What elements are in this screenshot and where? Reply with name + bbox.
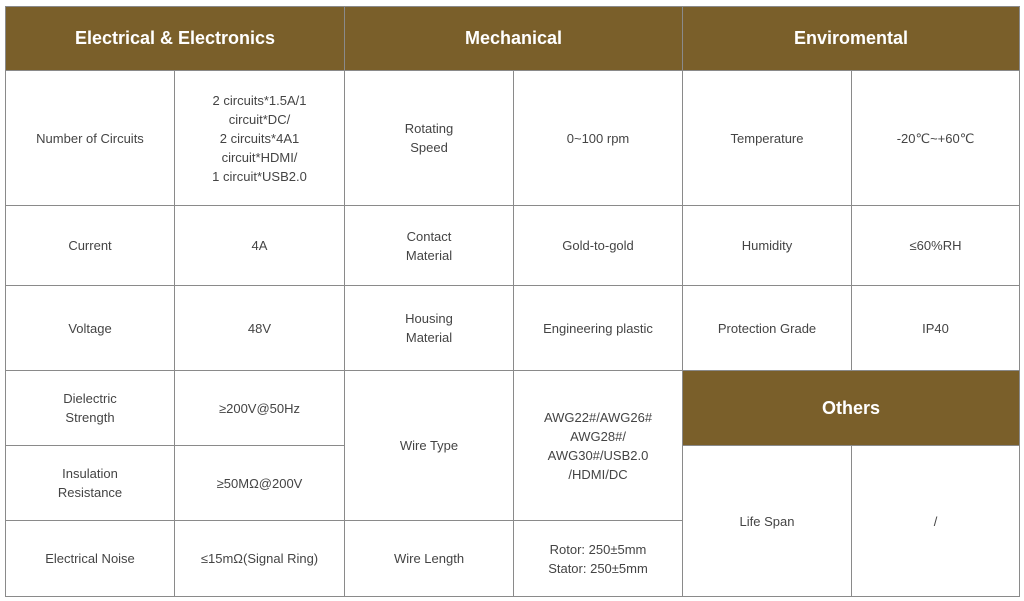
humidity-label: Humidity — [683, 206, 852, 286]
contact-label-line: Contact — [406, 228, 452, 244]
housing-label-line: Housing — [405, 311, 453, 326]
wiretype-value-line: AWG22#/AWG26# — [543, 409, 653, 425]
speed-label-line: Rotating — [404, 121, 454, 136]
protection-value: IP40 — [852, 286, 1020, 371]
housing-value: Engineering plastic — [514, 286, 683, 371]
wiretype-value-line: AWG28#/ — [570, 428, 626, 444]
dielectric-value: ≥200V@50Hz — [175, 371, 345, 446]
circuits-value-line: circuit*HDMI/ — [221, 149, 298, 165]
housing-label-line: Material — [405, 330, 453, 345]
dielectric-label — [6, 371, 175, 446]
wirelength-value — [514, 521, 683, 597]
contact-label-line: Material — [405, 247, 453, 263]
lifespan-label: Life Span — [683, 446, 852, 597]
wirelength-label: Wire Length — [345, 521, 514, 597]
others-header: Others — [683, 371, 1020, 446]
environmental-header: Enviromental — [683, 7, 1020, 71]
circuits-value-line: 2 circuits*1.5A/1 — [212, 92, 307, 108]
circuits-value — [175, 71, 345, 206]
current-label: Current — [6, 206, 175, 286]
temperature-label: Temperature — [683, 71, 852, 206]
wirelength-value-line: Stator: 250±5mm — [548, 560, 648, 576]
electrical-header: Electrical & Electronics — [6, 7, 345, 71]
dielectric-label-line: Strength — [65, 410, 115, 425]
circuits-value-line: circuit*DC/ — [228, 111, 291, 127]
circuits-label: Number of Circuits — [6, 71, 175, 206]
circuits-value-line: 2 circuits*4A1 — [219, 130, 300, 146]
noise-label: Electrical Noise — [6, 521, 175, 597]
dielectric-label-line: Dielectric — [63, 391, 117, 406]
wiretype-label: Wire Type — [345, 371, 514, 521]
wiretype-value-line: /HDMI/DC — [568, 466, 628, 482]
speed-value: 0~100 rpm — [514, 71, 683, 206]
speed-label — [345, 71, 514, 206]
circuits-value-line: 1 circuit*USB2.0 — [212, 168, 307, 184]
humidity-value: ≤60%RH — [852, 206, 1020, 286]
voltage-value: 48V — [175, 286, 345, 371]
mechanical-header: Mechanical — [345, 7, 683, 71]
wirelength-value-line: Rotor: 250±5mm — [549, 541, 647, 557]
contact-value: Gold-to-gold — [514, 206, 683, 286]
contact-label — [345, 206, 514, 286]
wiretype-value — [514, 371, 683, 521]
protection-label: Protection Grade — [683, 286, 852, 371]
voltage-label: Voltage — [6, 286, 175, 371]
temperature-value: -20℃~+60℃ — [852, 71, 1020, 206]
lifespan-value: / — [852, 446, 1020, 597]
current-value: 4A — [175, 206, 345, 286]
speed-label-line: Speed — [410, 140, 448, 155]
wiretype-value-line: AWG30#/USB2.0 — [547, 447, 649, 463]
spec-table — [5, 6, 1020, 597]
insulation-value: ≥50MΩ@200V — [175, 446, 345, 521]
housing-label — [345, 286, 514, 371]
noise-value: ≤15mΩ(Signal Ring) — [175, 521, 345, 597]
insulation-label-line: Resistance — [57, 485, 123, 500]
insulation-label-line: Insulation — [62, 466, 118, 481]
insulation-label — [6, 446, 175, 521]
